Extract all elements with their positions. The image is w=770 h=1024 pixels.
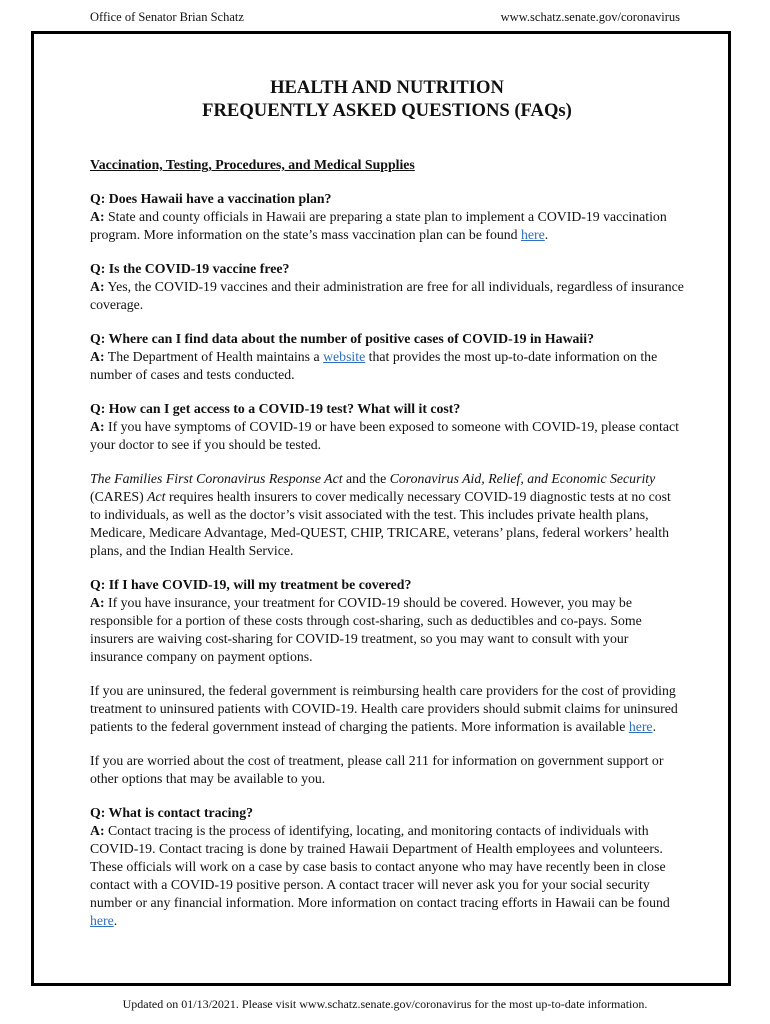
faq-question: Q: If I have COVID-19, will my treatment be covered? [90,577,412,592]
faq-answer: State and county officials in Hawaii are preparing a state plan to implement a COVID-19 vaccination program. More information on the state’s mass vaccination plan can be found [90,209,667,242]
faq-answer: Yes, the COVID-19 vaccines and their administration are free for all individuals, regardless of insurance coverage. [90,279,684,312]
faq-question: Q: Where can I find data about the number of positive cases of COVID-19 in Hawaii? [90,331,594,346]
faq-item-treatment-coverage [90,576,684,666]
title-line-1: HEALTH AND NUTRITION [270,77,504,98]
answer-label: A: [90,279,105,294]
vaccination-plan-link[interactable]: here [521,227,545,242]
ffcra-act-name: The Families First Coronavirus Response Act [90,471,343,486]
answer-label: A: [90,823,105,838]
faq-question: Q: Is the COVID-19 vaccine free? [90,261,290,276]
act-word: Act [147,489,166,504]
faq-question: Q: What is contact tracing? [90,805,253,820]
page-title [90,76,684,122]
page-header [90,10,680,25]
faq-item-case-data [90,330,684,384]
cares-act-name: Coronavirus Aid, Relief, and Economic Security [389,471,656,486]
doh-website-link[interactable]: website [323,349,366,364]
testing-coverage-paragraph [90,470,684,560]
document-body [90,76,684,946]
faq-answer: If you have symptoms of COVID-19 or have been exposed to someone with COVID-19, please contact your doctor to see if you should be tested. [90,419,679,452]
faq-question: Q: How can I get access to a COVID-19 test? What will it cost? [90,401,461,416]
faq-item-testing [90,400,684,454]
faq-question: Q: Does Hawaii have a vaccination plan? [90,191,332,206]
uninsured-info-link[interactable]: here [628,719,653,734]
faq-item-vaccination-plan [90,190,684,244]
answer-label: A: [90,595,105,610]
text-segment: requires health insurers to cover medically necessary COVID-19 diagnostic tests at no cost to individuals, as well as the doctor’s visit associated with the test. This includes private health plans, Medicare, Medicare Advantage, Med-QUEST, CHIP, TRICARE, veterans’ plans, federal workers’ health plans, and the Indian Health Service. [90,489,671,558]
faq-answer: If you have insurance, your treatment for COVID-19 should be covered. However, you may be responsible for a portion of these costs through cost-sharing, such as deductibles and co-pays. Some insurers are waiving cost-sharing for COVID-19 treatment, so you may want to consult with your insurance company on payment options. [90,595,642,664]
answer-label: A: [90,209,105,224]
header-url: www.schatz.senate.gov/coronavirus [500,10,680,24]
faq-answer: The Department of Health maintains a [104,349,324,364]
title-line-2: FREQUENTLY ASKED QUESTIONS (FAQs) [202,100,572,121]
cost-help-paragraph: If you are worried about the cost of treatment, please call 211 for information on government support or other options that may be available to you. [90,753,664,786]
text-segment: If you are uninsured, the federal government is reimbursing health care providers for the cost of providing treatment to uninsured patients with COVID-19. Health care providers should submit claims for uninsured patients to the federal government instead of charging the patients. More information is available [90,683,678,734]
text-segment: and the [342,471,390,486]
faq-answer-end: . [113,913,118,928]
faq-item-contact-tracing [90,804,684,930]
section-heading: Vaccination, Testing, Procedures, and Medical Supplies [90,157,415,172]
answer-label: A: [90,419,105,434]
faq-answer: Contact tracing is the process of identifying, locating, and monitoring contacts of individuals with COVID-19. Contact tracing is done by trained Hawaii Department of Health employees and volunteers. These officials will work on a case by case basis to contact anyone who may have recently been in close contact with a COVID-19 positive person. A contact tracer will never ask you for your social security number or any financial information. More information on contact tracing efforts in Hawaii can be found [90,823,670,910]
text-segment: . [652,719,657,734]
page-footer: Updated on 01/13/2021. Please visit www.schatz.senate.gov/coronavirus for the most up-to-date information. [122,997,648,1011]
uninsured-paragraph [90,682,684,736]
faq-answer-end: . [544,227,549,242]
answer-label: A: [90,349,105,364]
contact-tracing-link[interactable]: here [90,913,114,928]
text-segment: (CARES) [90,489,148,504]
faq-answer-end: that provides the most up-to-date information on the number of cases and tests conducted. [90,349,658,382]
office-name: Office of Senator Brian Schatz [90,10,244,24]
faq-item-vaccine-free [90,260,684,314]
